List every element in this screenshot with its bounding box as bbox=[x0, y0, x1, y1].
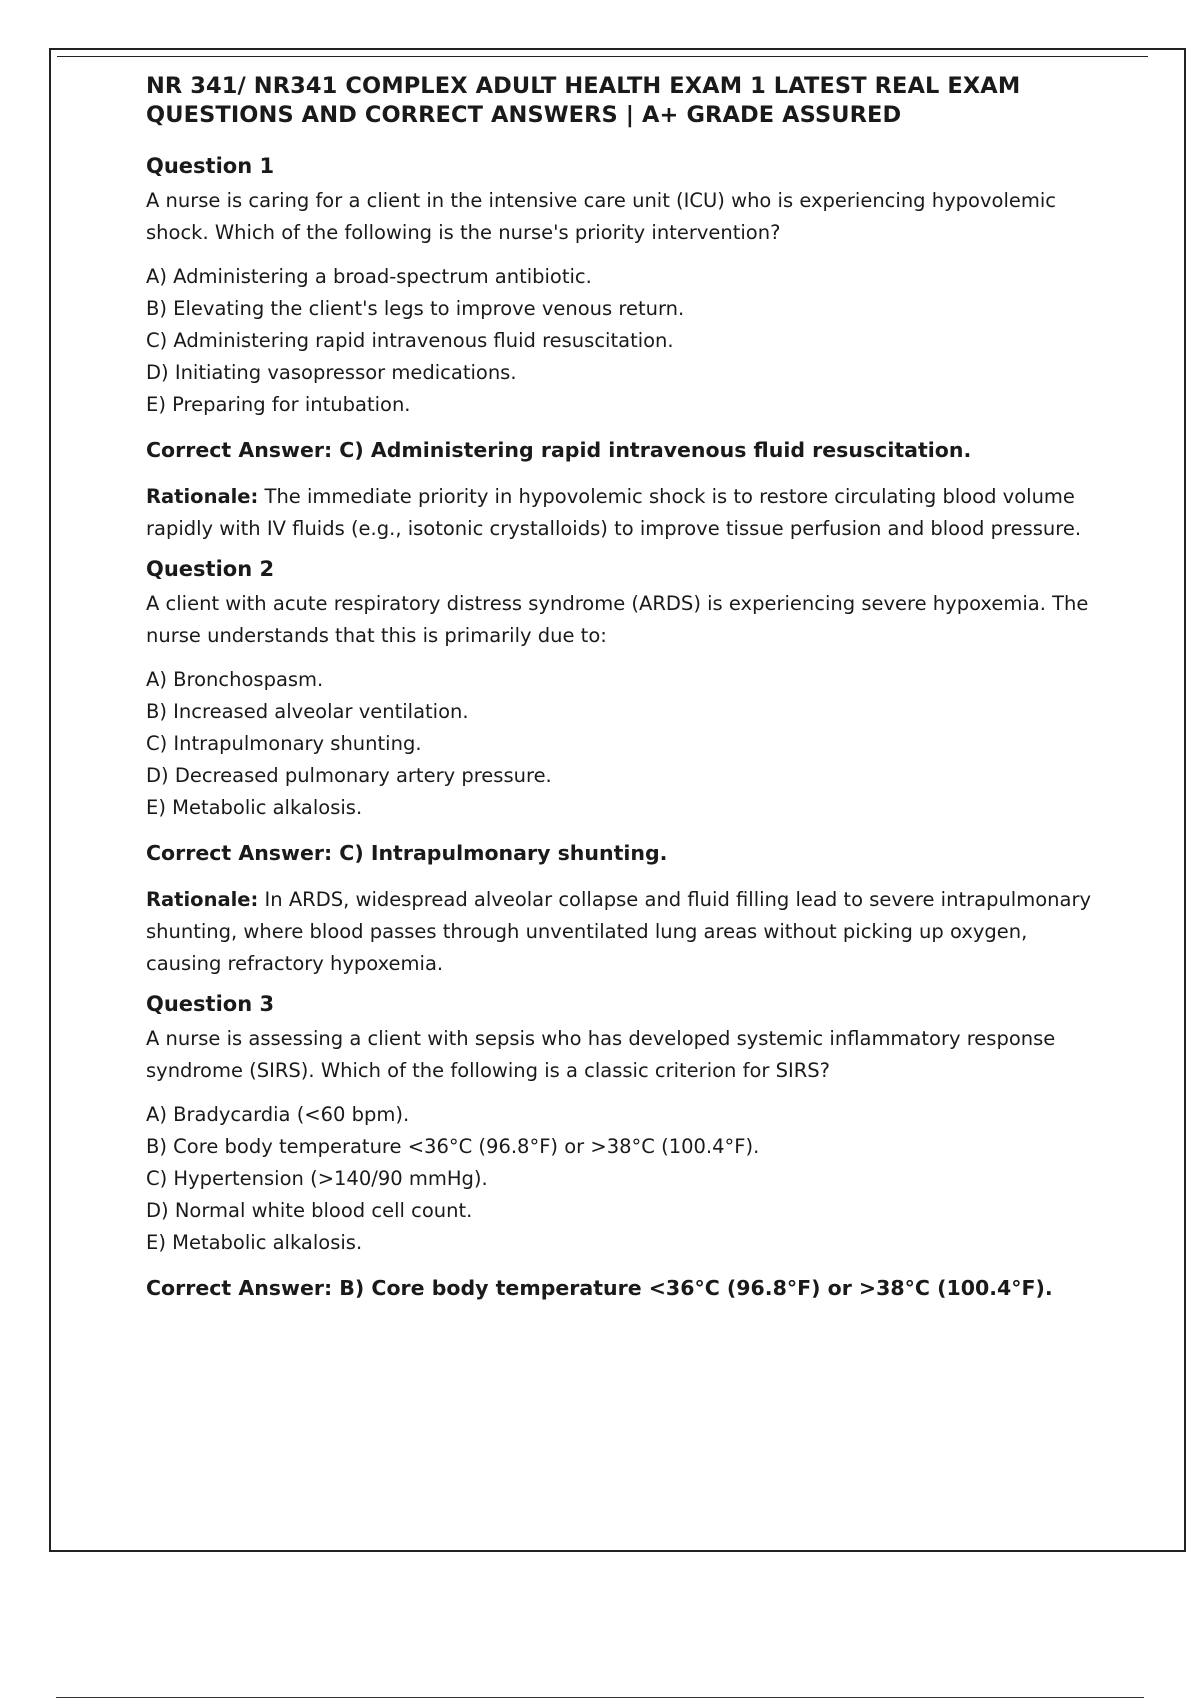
question-text: A client with acute respiratory distress syndrome (ARDS) is experiencing severe hypoxemia. The nurse understands that this is primarily due to: bbox=[146, 592, 1089, 647]
document-title: NR 341/ NR341 COMPLEX ADULT HEALTH EXAM 1 LATEST REAL EXAM QUESTIONS AND CORRECT ANSWERS | A+ GRADE ASSURED bbox=[146, 73, 1021, 128]
rationale-text: In ARDS, widespread alveolar collapse and fluid filling lead to severe intrapulmonary shunting, where blood passes through unventilated lung areas without picking up oxygen, causing refractory hypoxemia. bbox=[146, 888, 1092, 975]
question-heading: Question 1 bbox=[146, 154, 275, 178]
rationale-text: The immediate priority in hypovolemic shock is to restore circulating blood volume rapidly with IV fluids (e.g., isotonic crystalloids) to improve tissue perfusion and blood pressure. bbox=[146, 485, 1082, 540]
option-c: C) Intrapulmonary shunting. bbox=[146, 732, 422, 755]
frame-top-rule bbox=[57, 56, 1148, 57]
question-text: A nurse is assessing a client with sepsis who has developed systemic inflammatory response syndrome (SIRS). Which of the following is a classic criterion for SIRS? bbox=[146, 1027, 1056, 1082]
option-c: C) Hypertension (>140/90 mmHg). bbox=[146, 1167, 488, 1190]
rationale-label: Rationale: bbox=[146, 485, 259, 508]
question-2 bbox=[146, 555, 1106, 980]
option-e: E) Metabolic alkalosis. bbox=[146, 1231, 363, 1254]
correct-answer: Correct Answer: C) Intrapulmonary shunting. bbox=[146, 841, 668, 865]
question-3 bbox=[146, 990, 1106, 1303]
correct-answer: Correct Answer: B) Core body temperature <36°C (96.8°F) or >38°C (100.4°F). bbox=[146, 1276, 1053, 1300]
option-b: B) Elevating the client's legs to improve venous return. bbox=[146, 297, 685, 320]
option-b: B) Core body temperature <36°C (96.8°F) or >38°C (100.4°F). bbox=[146, 1135, 760, 1158]
question-heading: Question 2 bbox=[146, 557, 275, 581]
option-d: D) Initiating vasopressor medications. bbox=[146, 361, 517, 384]
question-heading: Question 3 bbox=[146, 992, 275, 1016]
option-a: A) Bronchospasm. bbox=[146, 668, 324, 691]
option-a: A) Administering a broad-spectrum antibiotic. bbox=[146, 265, 592, 288]
rationale-label: Rationale: bbox=[146, 888, 259, 911]
option-e: E) Metabolic alkalosis. bbox=[146, 796, 363, 819]
option-a: A) Bradycardia (<60 bpm). bbox=[146, 1103, 410, 1126]
question-1 bbox=[146, 152, 1106, 545]
rationale bbox=[146, 481, 1106, 545]
option-d: D) Decreased pulmonary artery pressure. bbox=[146, 764, 552, 787]
rationale bbox=[146, 884, 1106, 980]
footer-rule bbox=[56, 1697, 1144, 1698]
answer-options bbox=[146, 1099, 1106, 1259]
correct-answer: Correct Answer: C) Administering rapid intravenous fluid resuscitation. bbox=[146, 438, 972, 462]
document-content bbox=[146, 72, 1106, 1319]
question-text: A nurse is caring for a client in the intensive care unit (ICU) who is experiencing hypovolemic shock. Which of the following is the nurse's priority intervention? bbox=[146, 189, 1056, 244]
answer-options bbox=[146, 261, 1106, 421]
option-e: E) Preparing for intubation. bbox=[146, 393, 411, 416]
option-c: C) Administering rapid intravenous fluid resuscitation. bbox=[146, 329, 674, 352]
option-b: B) Increased alveolar ventilation. bbox=[146, 700, 469, 723]
answer-options bbox=[146, 664, 1106, 824]
option-d: D) Normal white blood cell count. bbox=[146, 1199, 473, 1222]
